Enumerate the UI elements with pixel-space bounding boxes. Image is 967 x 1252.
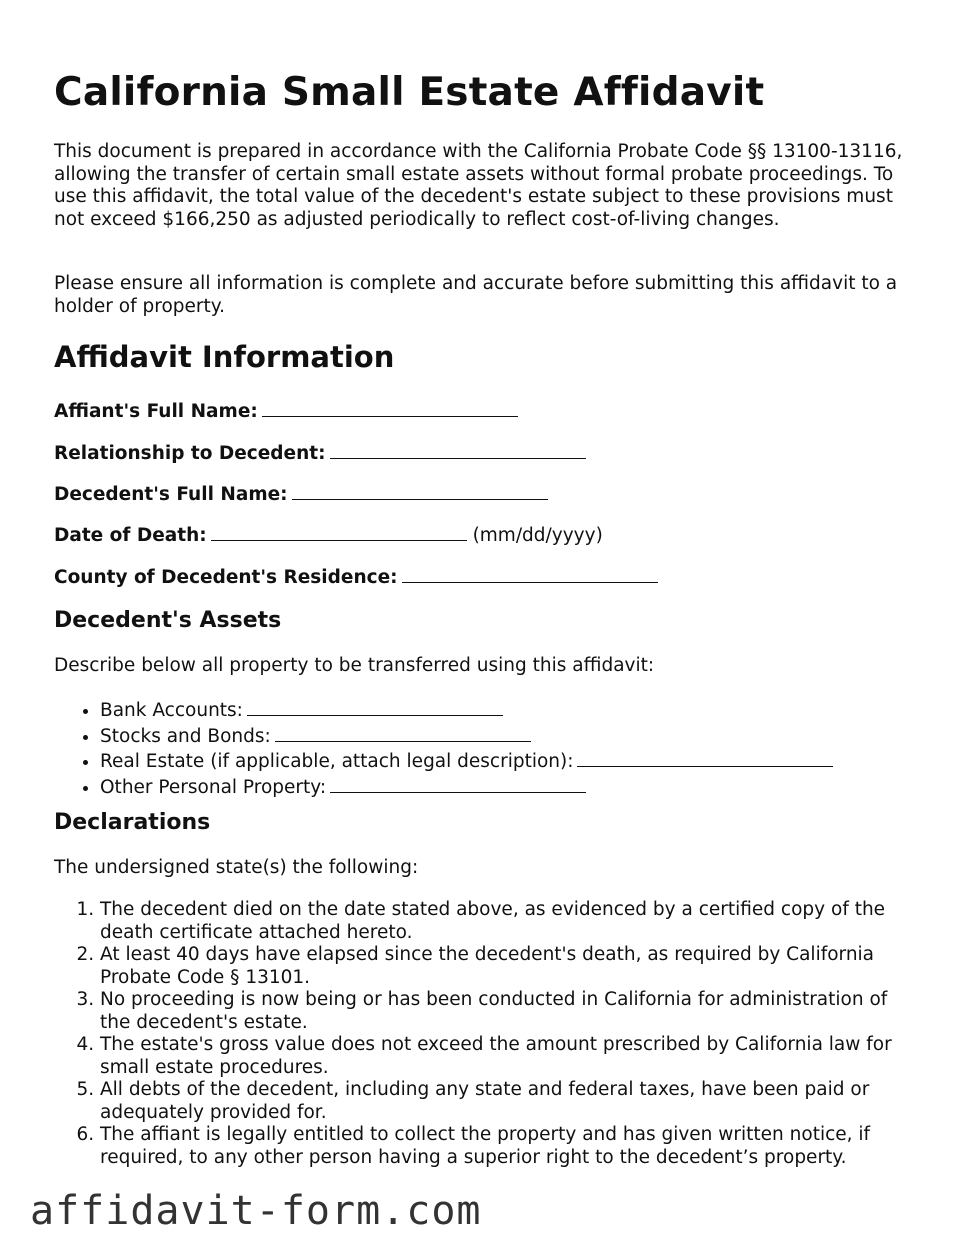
decedent-name-label: Decedent's Full Name: xyxy=(54,484,288,505)
asset-real-estate-blank[interactable] xyxy=(577,748,833,767)
assets-list xyxy=(54,697,920,799)
page-title: California Small Estate Affidavit xyxy=(54,70,765,115)
list-item: 5. All debts of the decedent, including any state and federal taxes, have been paid or adequately provided for. xyxy=(100,1079,920,1124)
assets-intro: Describe below all property to be transferred using this affidavit: xyxy=(54,655,655,676)
relationship-blank[interactable] xyxy=(330,440,586,459)
county-label: County of Decedent's Residence: xyxy=(54,567,398,588)
declarations-heading: Declarations xyxy=(54,810,211,835)
decedent-name-field xyxy=(54,481,548,505)
asset-other-blank[interactable] xyxy=(330,774,586,793)
date-format-hint: (mm/dd/yyyy) xyxy=(472,525,603,546)
relationship-field xyxy=(54,440,586,464)
list-item: 6. The affiant is legally entitled to collect the property and has given written notice, if required, to any other person having a superior right to the decedent’s property. xyxy=(100,1124,920,1169)
list-item xyxy=(100,748,920,774)
list-item xyxy=(100,774,920,800)
list-item: 3. No proceeding is now being or has been conducted in California for administration of the decedent's estate. xyxy=(100,989,920,1034)
relationship-label: Relationship to Decedent: xyxy=(54,443,326,464)
asset-real-estate-label: Real Estate (if applicable, attach legal description): xyxy=(100,751,574,772)
affiant-name-label: Affiant's Full Name: xyxy=(54,401,258,422)
affidavit-information-heading: Affidavit Information xyxy=(54,340,395,374)
asset-bank-label: Bank Accounts: xyxy=(100,700,243,721)
date-of-death-field xyxy=(54,522,603,546)
list-item xyxy=(100,697,920,723)
declarations-intro: The undersigned state(s) the following: xyxy=(54,857,419,878)
list-item: 4. The estate's gross value does not exceed the amount prescribed by California law for small estate procedures. xyxy=(100,1034,920,1079)
asset-other-label: Other Personal Property: xyxy=(100,776,327,798)
county-field xyxy=(54,564,658,588)
assets-heading: Decedent's Assets xyxy=(54,608,282,633)
date-of-death-blank[interactable] xyxy=(211,522,467,541)
asset-bank-blank[interactable] xyxy=(247,697,503,716)
list-item xyxy=(100,723,920,749)
affiant-name-field xyxy=(54,398,518,422)
decedent-name-blank[interactable] xyxy=(292,481,548,500)
affiant-name-blank[interactable] xyxy=(262,398,518,417)
instructions-paragraph: Please ensure all information is complete and accurate before submitting this affidavit to a holder of property. xyxy=(54,273,898,317)
asset-stocks-label: Stocks and Bonds: xyxy=(100,725,271,747)
intro-paragraph: This document is prepared in accordance with the California Probate Code §§ 13100-13116, allowing the transfer of certain small estate assets without formal probate proceedings. To use this affidavit, the total value of the decedent's estate subject to these provisions must not exceed $166,250 as adjusted periodically to reflect cost-of-living changes. xyxy=(54,141,903,230)
date-of-death-label: Date of Death: xyxy=(54,525,207,546)
site-watermark: affidavit-form.com xyxy=(30,1188,482,1234)
asset-stocks-blank[interactable] xyxy=(275,723,531,742)
list-item: 1. The decedent died on the date stated above, as evidenced by a certified copy of the death certificate attached hereto. xyxy=(100,899,920,944)
list-item: 2. At least 40 days have elapsed since the decedent's death, as required by California Probate Code § 13101. xyxy=(100,944,920,989)
county-blank[interactable] xyxy=(402,564,658,583)
declarations-list xyxy=(54,899,920,1169)
